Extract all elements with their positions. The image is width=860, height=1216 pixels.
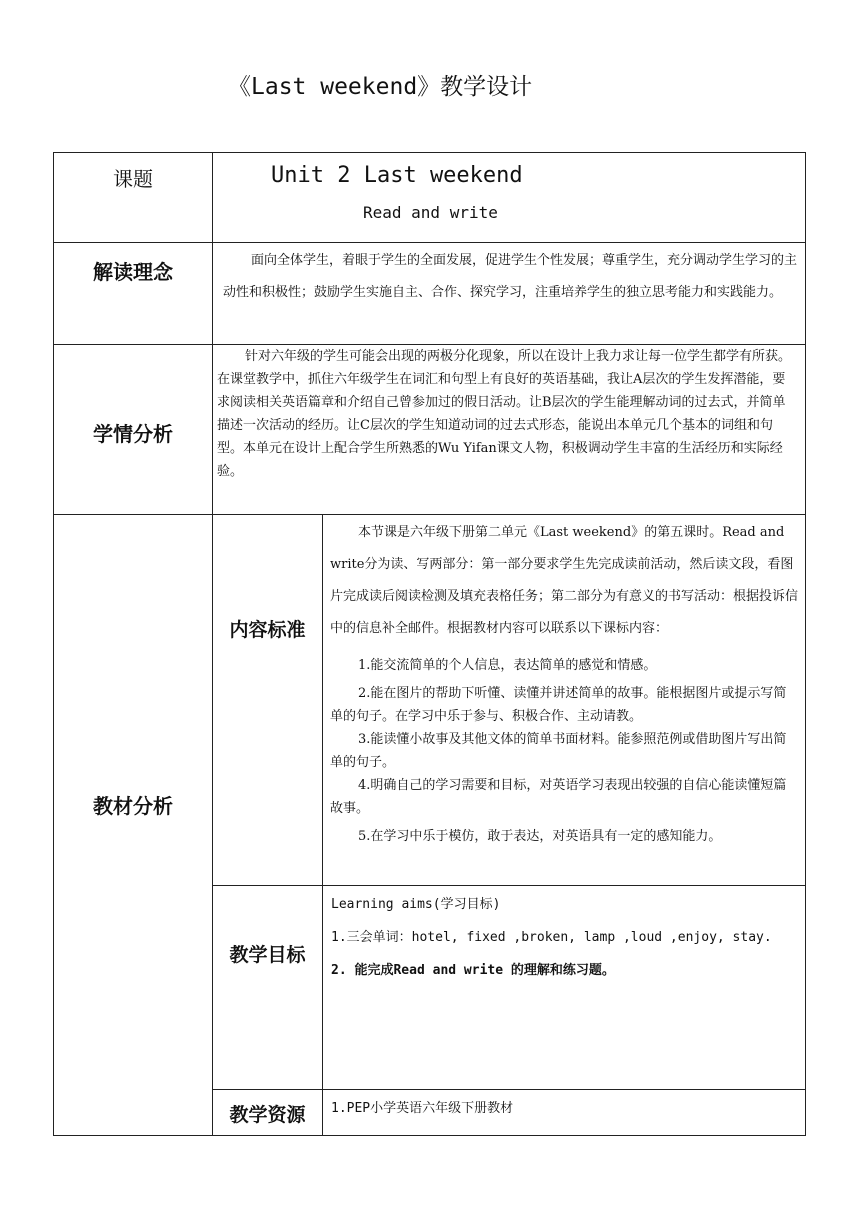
philosophy-row bbox=[54, 243, 806, 345]
content-standard-row bbox=[54, 515, 806, 886]
learning-aims-heading: Learning aims(学习目标) bbox=[331, 897, 501, 912]
learning-aim-2: 2. 能完成Read and write 的理解和练习题。 bbox=[331, 963, 615, 978]
philosophy-content-cell bbox=[213, 243, 806, 345]
standard-item-4: 4.明确自己的学习需要和目标，对英语学习表现出较强的自信心能读懂短篇故事。 bbox=[330, 778, 787, 816]
teaching-resources-label-cell bbox=[213, 1090, 323, 1136]
lesson-plan-table bbox=[53, 152, 806, 1136]
learner-analysis-label: 学情分析 bbox=[93, 422, 173, 446]
content-standard-cell bbox=[323, 515, 806, 886]
material-analysis-label-cell bbox=[54, 515, 213, 1136]
content-standard-label-cell bbox=[213, 515, 323, 886]
topic-content-cell bbox=[213, 153, 806, 243]
unit-title: Unit 2 Last weekend bbox=[271, 163, 523, 188]
teaching-goals-label-cell bbox=[213, 886, 323, 1090]
teaching-goals-cell bbox=[323, 886, 806, 1090]
teaching-resources-text: 1.PEP小学英语六年级下册教材 bbox=[331, 1101, 514, 1116]
teaching-resources-cell bbox=[323, 1090, 806, 1136]
content-standard-intro: 本节课是六年级下册第二单元《Last weekend》的第五课时。Read and write分为读、写两部分：第一部分要求学生先完成读前活动，然后读文段，看图片完成读后阅读检测及填充表格任务；第二部分为有意义的书写活动：根据投诉信中的信息补全邮件。根据教材内容可以联系以下课标内容： bbox=[330, 525, 799, 636]
section-title: Read and write bbox=[363, 203, 498, 222]
standard-item-5: 5.在学习中乐于模仿，敢于表达，对英语具有一定的感知能力。 bbox=[358, 829, 722, 844]
learning-aim-1: 1.三会单词：hotel, fixed ,broken, lamp ,loud ,enjoy, stay. bbox=[331, 930, 772, 945]
topic-label-cell bbox=[54, 153, 213, 243]
learner-analysis-content-cell bbox=[213, 345, 806, 515]
topic-label: 课题 bbox=[113, 167, 153, 191]
learner-analysis-text: 针对六年级的学生可能会出现的两极分化现象，所以在设计上我力求让每一位学生都学有所获。在课堂教学中，抓住六年级学生在词汇和句型上有良好的英语基础，我让A层次的学生发挥潜能，要求阅读相关英语篇章和介绍自己曾参加过的假日活动。让B层次的学生能理解动词的过去式，并简单描述一次活动的经历。让C层次的学生知道动词的过去式形态，能说出本单元几个基本的词组和句型。本单元在设计上配合学生所熟悉的Wu Yifan课文人物，积极调动学生丰富的生活经历和实际经验。 bbox=[217, 349, 792, 479]
topic-row bbox=[54, 153, 806, 243]
document-title: 《Last weekend》教学设计 bbox=[228, 74, 533, 100]
material-analysis-label: 教材分析 bbox=[93, 794, 173, 818]
content-standard-label: 内容标准 bbox=[229, 619, 306, 641]
philosophy-text: 面向全体学生，着眼于学生的全面发展，促进学生个性发展；尊重学生，充分调动学生学习的主动性和积极性；鼓励学生实施自主、合作、探究学习，注重培养学生的独立思考能力和实践能力。 bbox=[223, 253, 798, 300]
standard-item-3: 3.能读懂小故事及其他文体的简单书面材料。能参照范例或借助图片写出简单的句子。 bbox=[330, 732, 787, 770]
teaching-goals-label: 教学目标 bbox=[229, 944, 306, 966]
philosophy-label: 解读理念 bbox=[93, 260, 173, 284]
philosophy-label-cell bbox=[54, 243, 213, 345]
teaching-resources-label: 教学资源 bbox=[229, 1104, 306, 1126]
standard-item-2: 2.能在图片的帮助下听懂、读懂并讲述简单的故事。能根据图片或提示写简单的句子。在学习中乐于参与、积极合作、主动请教。 bbox=[330, 686, 787, 724]
learner-analysis-row bbox=[54, 345, 806, 515]
learner-analysis-label-cell bbox=[54, 345, 213, 515]
standard-item-1: 1.能交流简单的个人信息，表达简单的感觉和情感。 bbox=[358, 658, 657, 673]
